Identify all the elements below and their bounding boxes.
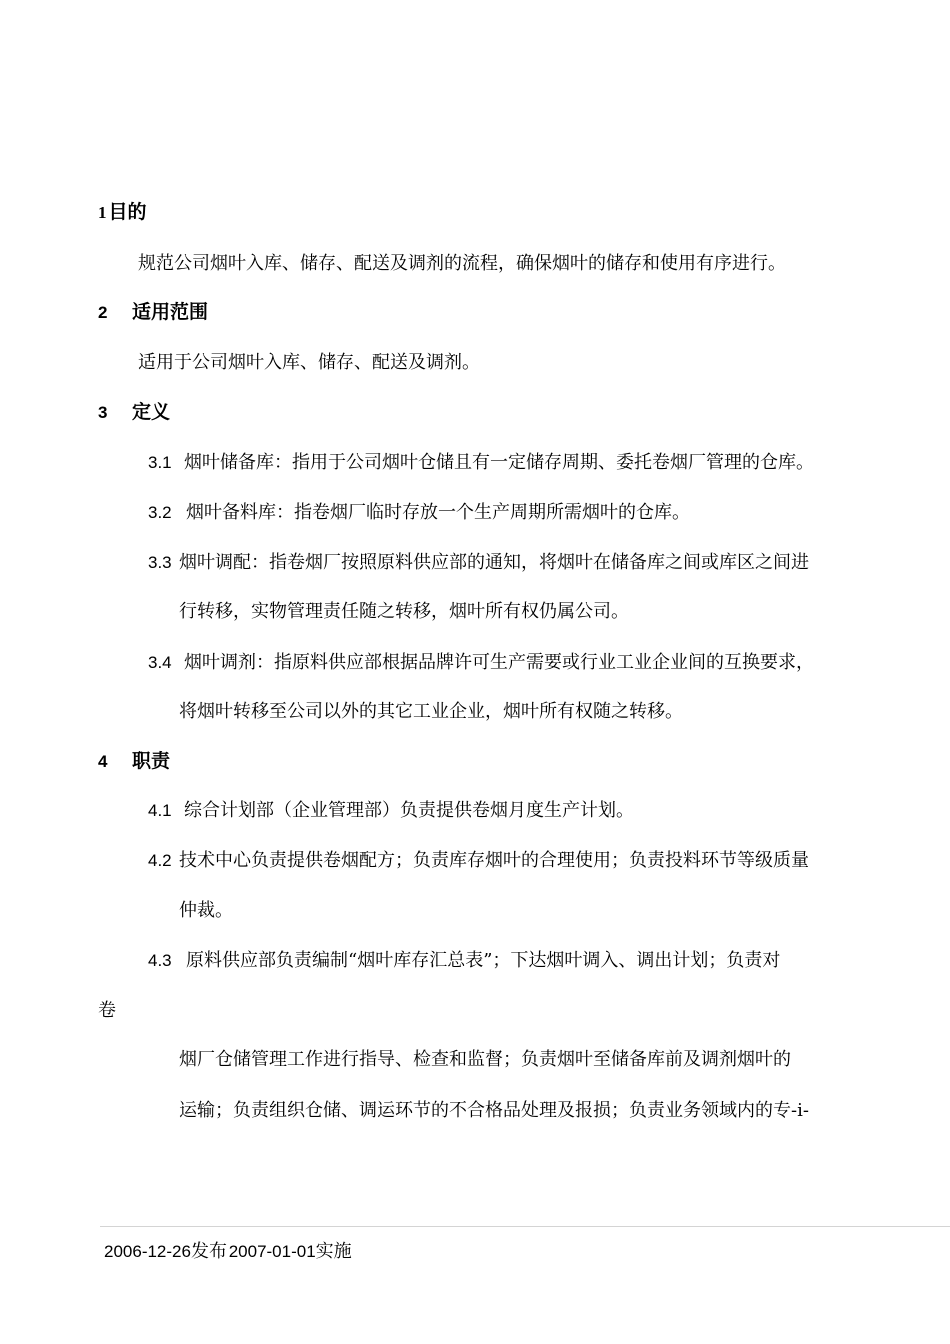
definition-3-3-continued: 行转移，实物管理责任随之转移，烟叶所有权仍属公司。 <box>179 601 629 622</box>
effective-label: 实施 <box>315 1241 352 1262</box>
section-number: 1 <box>98 203 107 222</box>
definition-3-1 <box>148 451 814 475</box>
definition-3-3 <box>148 551 809 575</box>
footer-dates <box>104 1240 352 1264</box>
issue-label: 发布 <box>190 1241 227 1262</box>
section-number: 2 <box>98 303 108 322</box>
item-text: 技术中心负责提供卷烟配方；负责库存烟叶的合理使用；负责投料环节等级质量 <box>179 850 809 871</box>
section-2-body: 适用于公司烟叶入库、储存、配送及调剂。 <box>138 352 480 373</box>
item-text: 烟叶调配：指卷烟厂按照原料供应部的通知，将烟叶在储备库之间或库区之间进 <box>179 552 809 573</box>
item-number: 4.3 <box>148 951 172 970</box>
responsibility-4-1 <box>148 799 634 823</box>
section-title: 职责 <box>132 750 171 772</box>
definition-3-2 <box>148 501 690 525</box>
item-text: 原料供应部负责编制“烟叶库存汇总表”；下达烟叶调入、调出计划；负责对 <box>186 950 781 971</box>
section-number: 4 <box>98 752 108 771</box>
section-title: 定义 <box>132 401 171 423</box>
effective-date: 2007-01-01 <box>228 1242 316 1261</box>
item-text: 烟叶调剂：指原料供应部根据品牌许可生产需要或行业工业企业间的互换要求， <box>184 652 814 673</box>
section-title: 目的 <box>108 201 147 223</box>
responsibility-4-3-continued-2: 烟厂仓储管理工作进行指导、检查和监督；负责烟叶至储备库前及调剂烟叶的 <box>179 1049 791 1070</box>
item-number: 4.2 <box>148 851 172 870</box>
footer-divider <box>100 1226 950 1227</box>
item-number: 3.2 <box>148 503 172 522</box>
responsibility-4-2 <box>148 849 809 873</box>
definition-3-4-continued: 将烟叶转移至公司以外的其它工业企业，烟叶所有权随之转移。 <box>179 701 683 722</box>
item-number: 3.3 <box>148 553 172 572</box>
section-3-heading <box>98 400 170 425</box>
section-1-heading <box>98 200 147 225</box>
definition-3-4 <box>148 651 814 675</box>
issue-date: 2006-12-26 <box>104 1242 191 1261</box>
item-number: 3.1 <box>148 453 172 472</box>
item-text: 综合计划部（企业管理部）负责提供卷烟月度生产计划。 <box>184 800 634 821</box>
item-text: 烟叶备料库：指卷烟厂临时存放一个生产周期所需烟叶的仓库。 <box>186 502 690 523</box>
responsibility-4-3-continued-3: 运输；负责组织仓储、调运环节的不合格品处理及报损；负责业务领域内的专-i- <box>179 1100 809 1121</box>
item-number: 4.1 <box>148 801 172 820</box>
section-number: 3 <box>98 403 108 422</box>
section-title: 适用范围 <box>132 301 209 323</box>
item-number: 3.4 <box>148 653 172 672</box>
responsibility-4-3 <box>148 949 780 973</box>
responsibility-4-2-continued: 仲裁。 <box>179 900 233 921</box>
section-4-heading <box>98 749 170 774</box>
section-1-body: 规范公司烟叶入库、储存、配送及调剂的流程，确保烟叶的储存和使用有序进行。 <box>138 253 786 274</box>
responsibility-4-3-continued-1: 卷 <box>98 1000 116 1021</box>
item-text: 烟叶储备库：指用于公司烟叶仓储且有一定储存周期、委托卷烟厂管理的仓库。 <box>184 452 814 473</box>
section-2-heading <box>98 300 208 325</box>
